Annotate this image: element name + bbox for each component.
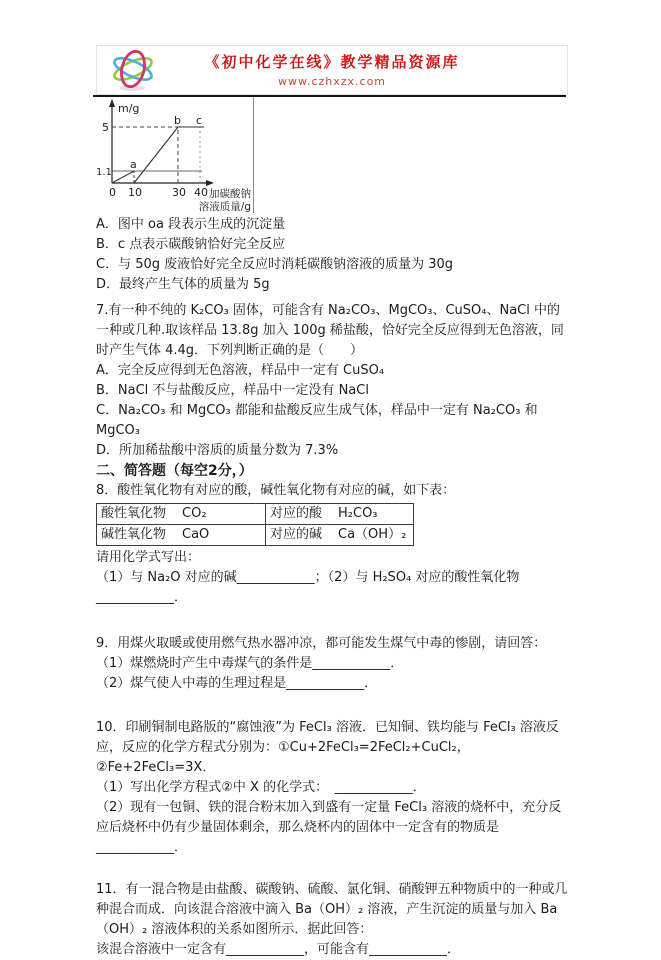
fill-blank-line: （2）煤气使人中毒的生理过程是____________． [96,676,378,691]
option-line: B．NaCl 不与盐酸反应，样品中一定没有 NaCl [96,383,369,398]
x-axis-label-line1: 加碳酸钠 [209,188,251,200]
question-stem: 7.有一种不纯的 K₂CO₃ 固体，可能含有 Na₂CO₃、MgCO₃、CuSO₄、NaCl 中的一种或几种.取该样品 13.8g 加入 100g 稀盐酸，恰好完全反应得到无色溶液，同时产生气体 4.4g．下列判断正确的是（ ） [96,303,564,358]
fill-blank-line: （1）写出化学方程式②中 X 的化学式： ____________． [96,780,426,795]
header-text [97,51,567,88]
x-tick-10: 10 [128,186,142,199]
y-tick-5: 5 [102,121,109,134]
question11 [96,880,568,960]
y-axis-arrow-icon [109,99,115,107]
table-cell-value: CaO [182,527,210,542]
y-axis-label: m/g [118,102,140,115]
option-line: C．Na₂CO₃ 和 MgCO₃ 都能和盐酸反应生成气体，样品中一定有 Na₂CO₃ 和 MgCO₃ [96,403,538,438]
fill-blank-line: （1）煤燃烧时产生中毒煤气的条件是____________． [96,656,404,671]
point-label-a: a [130,158,137,171]
question7 [96,301,568,461]
question9 [96,634,568,694]
option-line: D．所加稀盐酸中溶质的质量分数为 7.3% [96,443,339,458]
y-tick-1-1: 1.1 [96,167,112,178]
table-cell-value: H₂CO₃ [338,506,378,521]
question-prompt: 请用化学式写出： [96,550,201,565]
table-cell-value: Ca（OH）₂ [338,527,407,542]
point-label-b: b [174,114,181,127]
table-cell-label: 酸性氧化物 [101,506,167,521]
x-axis-label-line2: 溶液质量/g [198,201,251,213]
table-row [97,525,414,546]
reaction-graph [96,97,253,213]
x-tick-30: 30 [172,186,186,199]
option-line: A．图中 oa 段表示生成的沉淀量 [96,217,286,232]
fill-blank-line: 该混合溶液中一定含有____________，可能含有____________． [96,942,461,957]
site-title: 《初中化学在线》教学精品资源库 [204,53,460,71]
option-line: C．与 50g 废液恰好完全反应时消耗碳酸钠溶液的质量为 30g [96,257,454,272]
x-tick-40: 40 [194,186,208,199]
section2-title: 二、简答题（每空2分，） [96,463,253,479]
table-cell-label: 碱性氧化物 [101,527,167,542]
question-stem: 10．印刷铜制电路版的“腐蚀液”为 FeCl₃ 溶液．已知铜、铁均能与 FeCl₃ 溶液反应，反应的化学方程式分别为：①Cu+2FeCl₃=2FeCl₂+CuCl₂，②Fe+2FeCl₃=3X． [96,720,559,775]
option-line: B．c 点表示碳酸钠恰好完全反应 [96,237,286,252]
fill-blank-line: （2）现有一包铜、铁的混合粉末加入到盛有一定量 FeCl₃ 溶液的烧杯中，充分反应后烧杯中仍有少量固体剩余，那么烧杯内的固体中一定含有的物质是____________． [96,800,562,855]
question6-options [96,215,568,295]
x-tick-0: 0 [109,186,116,199]
question-stem: 8．酸性氧化物有对应的酸，碱性氧化物有对应的碱，如下表： [96,483,456,498]
document-body [96,215,568,960]
table-row [97,504,414,525]
precipitate-curve-rise [134,127,178,183]
question8 [96,481,568,608]
question-stem: 9．用煤火取暖或使用燃气热水器冲凉，都可能发生煤气中毒的惨剧，请回答： [96,636,547,651]
table-cell-label: 对应的酸 [270,506,323,521]
option-line: A．完全反应得到无色溶液，样品中一定有 CuSO₄ [96,363,385,378]
table-cell-value: CO₂ [182,506,207,521]
site-url: www.czhxzx.com [277,75,387,88]
site-header [96,45,568,95]
table-cell-label: 对应的碱 [270,527,323,542]
fill-blank-line: （1）与 Na₂O 对应的碱____________；（2）与 H₂SO₄ 对应的酸性氧化物____________． [96,570,520,605]
oxide-table [96,503,414,546]
question-stem: 11．有一混合物是由盐酸、碳酸钠、硫酸、氯化铜、硝酸钾五种物质中的一种或几种混合而成．向该混合溶液中滴入 Ba（OH）₂ 溶液，产生沉淀的质量与加入 Ba（OH）₂ 溶液体积的关系如图所示．据此回答： [96,882,568,937]
gas-curve [112,171,134,183]
option-line: D．最终产生气体的质量为 5g [96,277,270,292]
question10 [96,718,568,858]
point-label-c: c [196,114,203,127]
figure-panel [96,97,254,213]
